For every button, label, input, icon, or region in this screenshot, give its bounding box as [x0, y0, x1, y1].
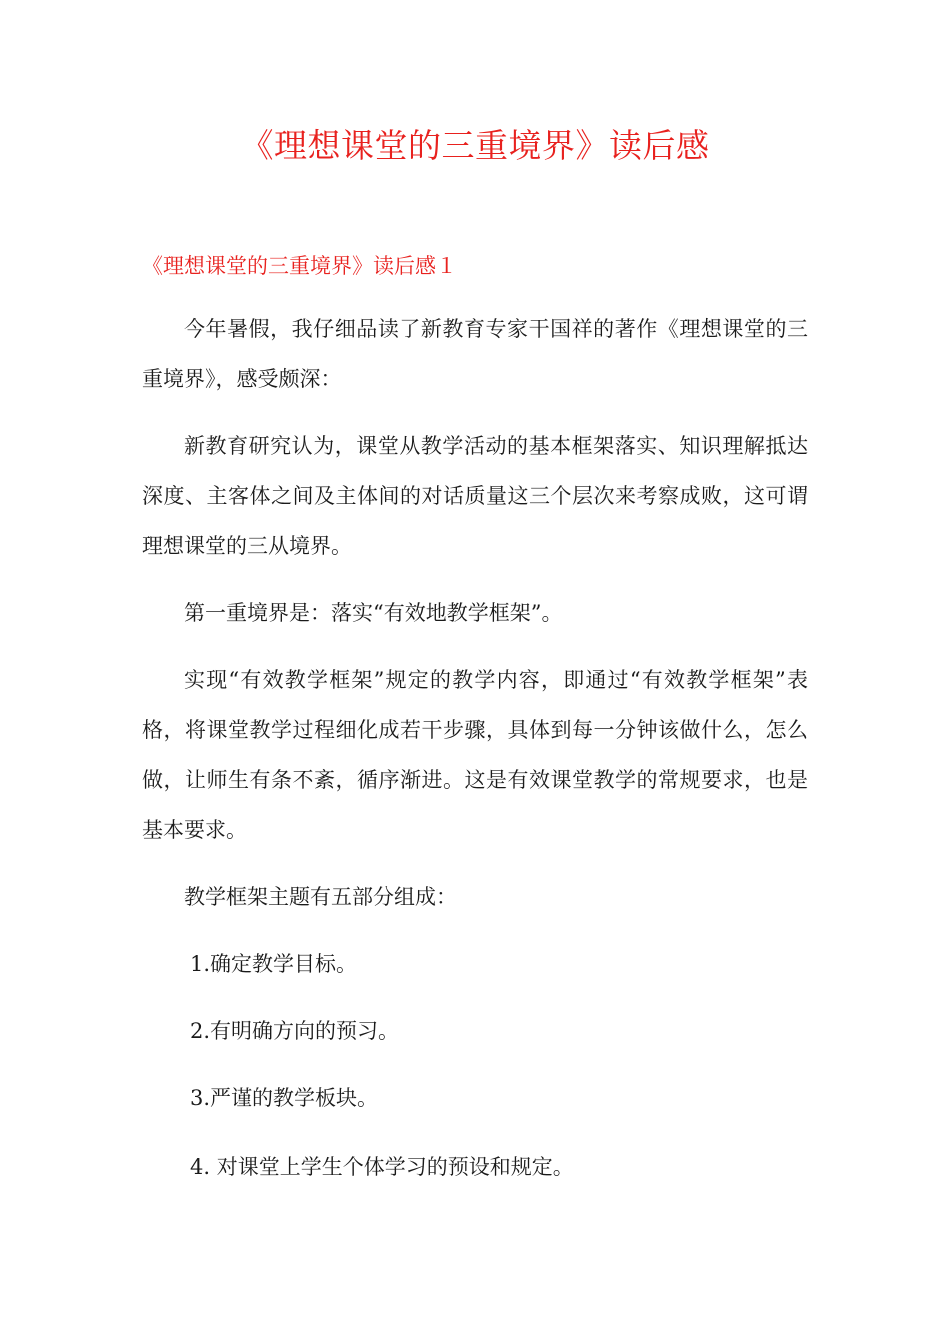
list-item: 4. 对课堂上学生个体学习的预设和规定。: [190, 1155, 574, 1179]
paragraph-2: 新教育研究认为，课堂从教学活动的基本框架落实、知识理解抵达深度、主客体之间及主体间的对话质量这三个层次来考察成败，这可谓理想课堂的三从境界。: [142, 434, 808, 558]
paragraph-1: 今年暑假，我仔细品读了新教育专家干国祥的著作《理想课堂的三重境界》，感受颇深：: [142, 317, 808, 391]
list-item: 2.有明确方向的预习。: [190, 1019, 400, 1043]
section-heading: 《理想课堂的三重境界》读后感１: [142, 254, 457, 278]
paragraph-4: 实现“有效教学框架”规定的教学内容，即通过“有效教学框架”表格，将课堂教学过程细化成若干步骤，具体到每一分钟该做什么，怎么做，让师生有条不紊，循序渐进。这是有效课堂教学的常规要求，也是基本要求。: [142, 668, 808, 842]
list-item: 1.确定教学目标。: [190, 952, 358, 976]
paragraph-5: 教学框架主题有五部分组成：: [184, 885, 457, 909]
document-title: 《理想课堂的三重境界》读后感: [240, 126, 710, 165]
list-item: 3.严谨的教学板块。: [190, 1086, 379, 1110]
paragraph-3: 第一重境界是：落实“有效地教学框架”。: [184, 601, 563, 625]
